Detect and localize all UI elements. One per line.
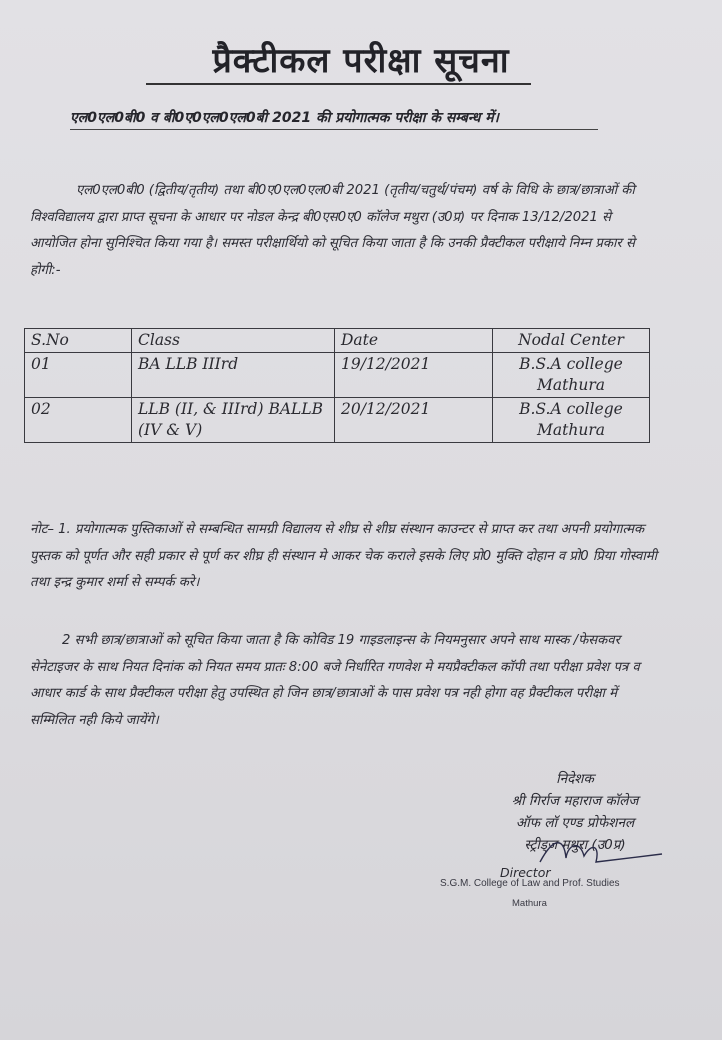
notice-subject: एल0एल0बी0 व बी0ए0एल0एल0बी 2021 की प्रयोगात्मक परीक्षा के सम्बन्ध में। <box>70 110 499 126</box>
table-header-row <box>25 329 650 353</box>
subject-underline <box>70 129 598 130</box>
header-class: Class <box>132 329 335 353</box>
stamp-city: Mathura <box>512 898 547 909</box>
cell-sno: 02 <box>25 398 132 443</box>
note-2: 2 सभी छात्र/छात्राओं को सूचित किया जाता है कि कोविड 19 गाइडलाइन्स के नियमनुसार अपने साथ मास्क /फेसकवर सेनेटाइजर के साथ नियत दिनांक को नियत समय प्रातः 8:00 बजे निर्धारित गणवेश मे मयप्रैक्टीकल कॉपी तथा परीक्षा प्रवेश पत्र व आधार कार्ड के साथ प्रैक्टीकल परीक्षा हेतु उपस्थित हो जिन छात्र/छात्राओं के पास प्रवेश पत्र नही होगा वह प्रैक्टीकल परीक्षा में सम्मिलित नही किये जायेंगे। <box>30 633 640 728</box>
signatory-line-3: स्ट्रीड्ज मथुरा (उ0प्र) <box>524 837 626 853</box>
table-row <box>25 398 650 443</box>
table-row <box>25 353 650 398</box>
cell-date: 19/12/2021 <box>335 353 493 398</box>
notice-title: प्रैक्टीकल परीक्षा सूचना <box>212 41 510 81</box>
cell-date: 20/12/2021 <box>335 398 493 443</box>
exam-schedule-table <box>24 328 650 443</box>
cell-nodal-center: B.S.A college Mathura <box>493 353 650 398</box>
header-nodal-center: Nodal Center <box>493 329 650 353</box>
cell-sno: 01 <box>25 353 132 398</box>
signatory-line-1: श्री गिर्राज महाराज कॉलेज <box>511 793 639 809</box>
stamp-college-name: S.G.M. College of Law and Prof. Studies <box>440 878 620 889</box>
signatory-line-2: ऑफ लॉ एण्ड प्रोफेशनल <box>515 815 635 831</box>
intro-paragraph: एल0एल0बी0 (द्वितीय/तृतीय) तथा बी0ए0एल0एल0बी 2021 (तृतीय/चतुर्थ/पंचम) वर्ष के विधि के छात्र/छात्राओं की विश्वविद्यालय द्वारा प्राप्त सूचना के आधार पर नोडल केन्द्र बी0एस0ए0 कॉलेज मथुरा (उ0प्र) पर दिनाक 13/12/2021 से आयोजित होना सुनिश्चित किया गया है। समस्त परीक्षार्थियो को सूचित किया जाता है कि उनकी प्रैक्टीकल परीक्षाये निम्न प्रकार से होगी:- <box>30 183 635 278</box>
cell-nodal-center: B.S.A college Mathura <box>493 398 650 443</box>
cell-class: BA LLB IIIrd <box>132 353 335 398</box>
note-1: नोट– 1. प्रयोगात्मक पुस्तिकाओं से सम्बन्धित सामग्री विद्यालय से शीघ्र से शीघ्र संस्थान काउन्टर से प्राप्त कर तथा अपनी प्रयोगात्मक पुस्तक को पूर्णत और सही प्रकार से पूर्ण कर शीघ्र ही संस्थान मे आकर चेक कराले इसके लिए प्रो0 मुक्ति दोहान व प्रो0 प्रिया गोस्वामी तथा इन्द्र कुमार शर्मा से सम्पर्क करे। <box>30 522 658 590</box>
cell-class: LLB (II, & IIIrd) BALLB (IV & V) <box>132 398 335 443</box>
stamp-director: Director <box>500 865 551 880</box>
signatory-designation: निदेशक <box>556 771 594 787</box>
header-sno: S.No <box>25 329 132 353</box>
title-underline <box>146 83 531 85</box>
handwritten-signature <box>536 832 666 872</box>
header-date: Date <box>335 329 493 353</box>
